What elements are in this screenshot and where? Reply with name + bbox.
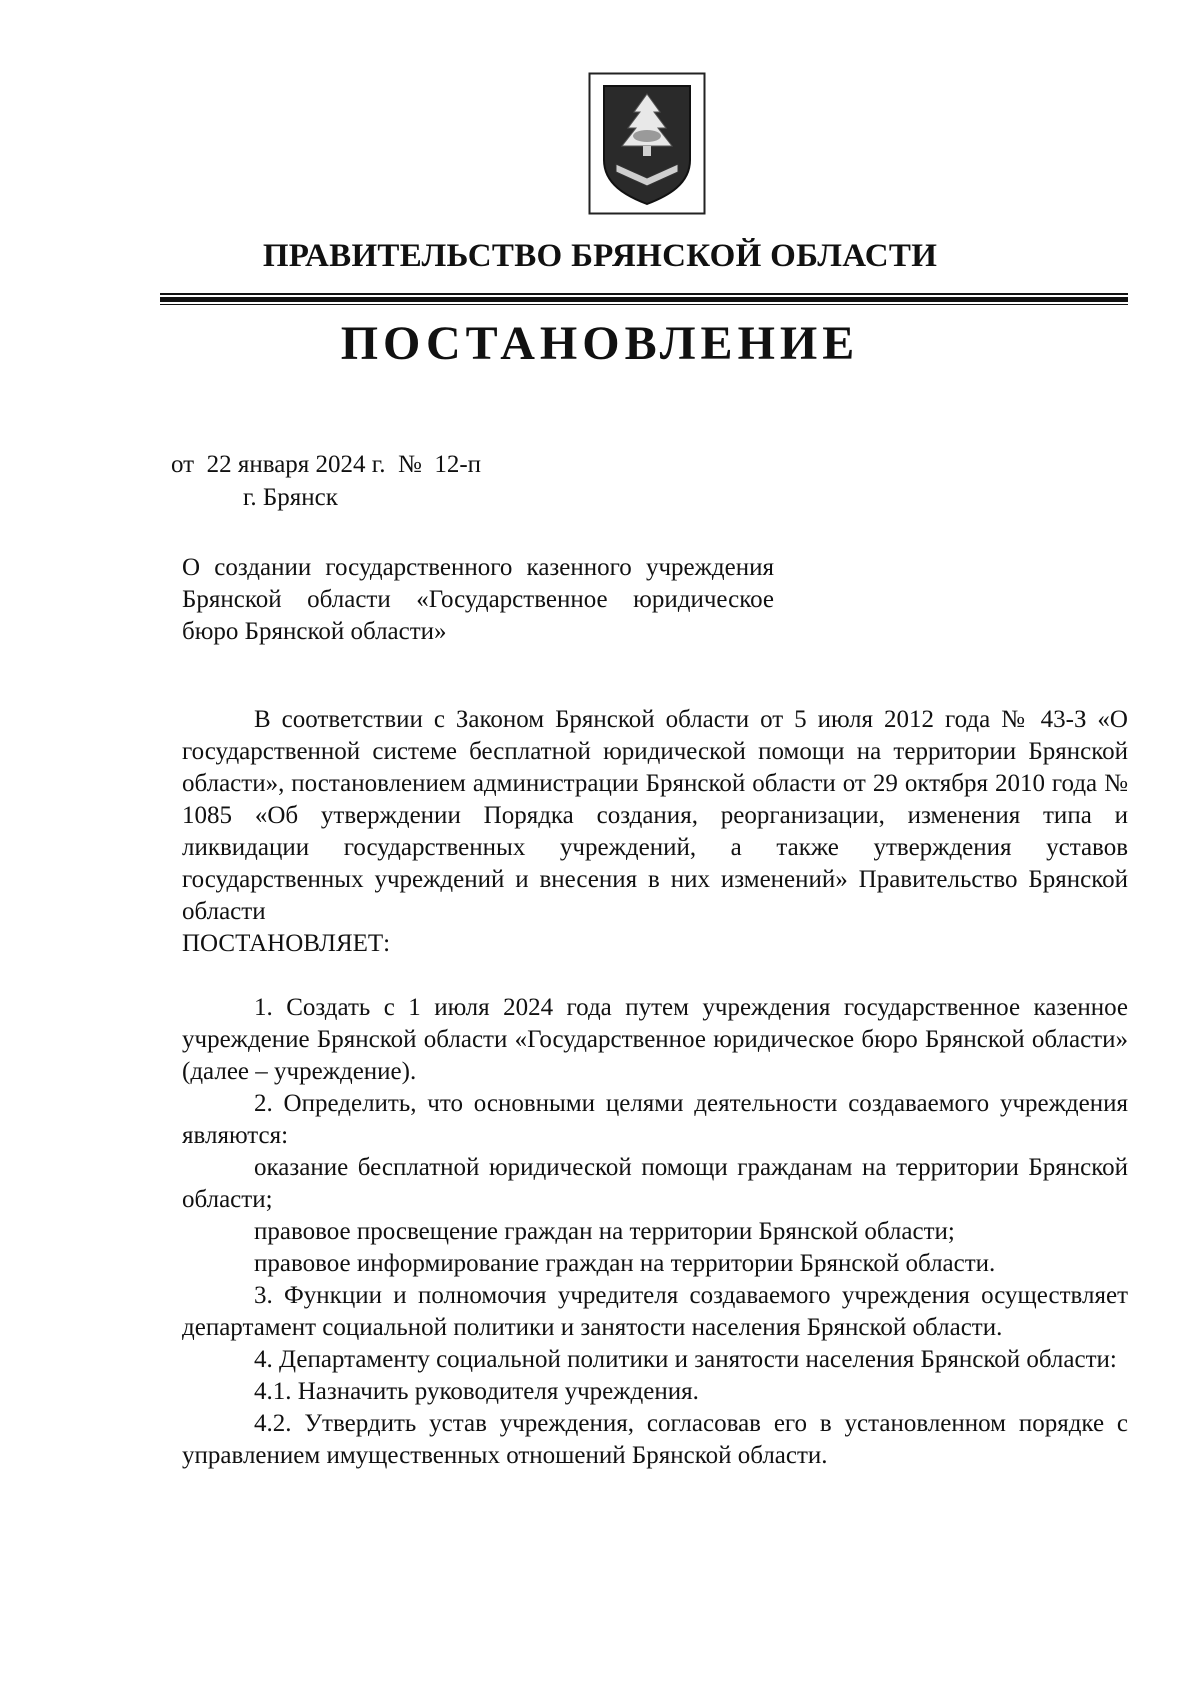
item-2-goal-3: правовое информирование граждан на территории Брянской области. [254, 1250, 996, 1277]
item-2: 2. Определить, что основными целями деятельности создаваемого учреждения являются: [182, 1090, 1128, 1149]
header-divider-bottom [160, 304, 1128, 305]
item-4: 4. Департаменту социальной политики и занятости населения Брянской области: [254, 1346, 1117, 1373]
document-subject: О создании государственного казенного учреждения Брянской области «Государственное юридическое бюро Брянской области» [182, 554, 774, 645]
item-4-1: 4.1. Назначить руководителя учреждения. [254, 1378, 699, 1405]
item-2-goal-1: оказание бесплатной юридической помощи гражданам на территории Брянской области; [182, 1154, 1128, 1213]
date-and-number: от 22 января 2024 г. № 12-п [171, 451, 482, 478]
item-2-goal-2: правовое просвещение граждан на территории Брянской области; [254, 1218, 955, 1245]
city: г. Брянск [243, 484, 338, 511]
decree-word: ПОСТАНОВЛЯЕТ: [182, 930, 391, 957]
document-body [182, 704, 1128, 1472]
header-divider-thick [160, 297, 1128, 302]
document-type-title: ПОСТАНОВЛЕНИЕ [340, 317, 860, 370]
organization-name: ПРАВИТЕЛЬСТВО БРЯНСКОЙ ОБЛАСТИ [262, 238, 938, 274]
header-divider-top [160, 293, 1128, 295]
item-1: 1. Создать с 1 июля 2024 года путем учреждения государственное казенное учреждение Брянской области «Государственное юридическое бюро Брянской области» (далее – учреждение). [182, 994, 1128, 1085]
item-3: 3. Функции и полномочия учредителя создаваемого учреждения осуществляет департамент социальной политики и занятости населения Брянской области. [182, 1282, 1128, 1341]
preamble-paragraph: В соответствии с Законом Брянской области от 5 июля 2012 года № 43-З «О государственной системе бесплатной юридической помощи на территории Брянской области», постановлением администрации Брянской области от 29 октября 2010 года № 1085 «Об утверждении Порядка создания, реорганизации, изменения типа и ликвидации государственных учреждений, а также утверждения уставов государственных учреждений и внесения в них изменений» Правительство Брянской области [182, 706, 1128, 925]
bryansk-oblast-coat-of-arms-icon [588, 72, 706, 215]
spacer [182, 960, 1128, 992]
item-4-2: 4.2. Утвердить устав учреждения, согласовав его в установленном порядке с управлением имущественных отношений Брянской области. [182, 1410, 1128, 1469]
